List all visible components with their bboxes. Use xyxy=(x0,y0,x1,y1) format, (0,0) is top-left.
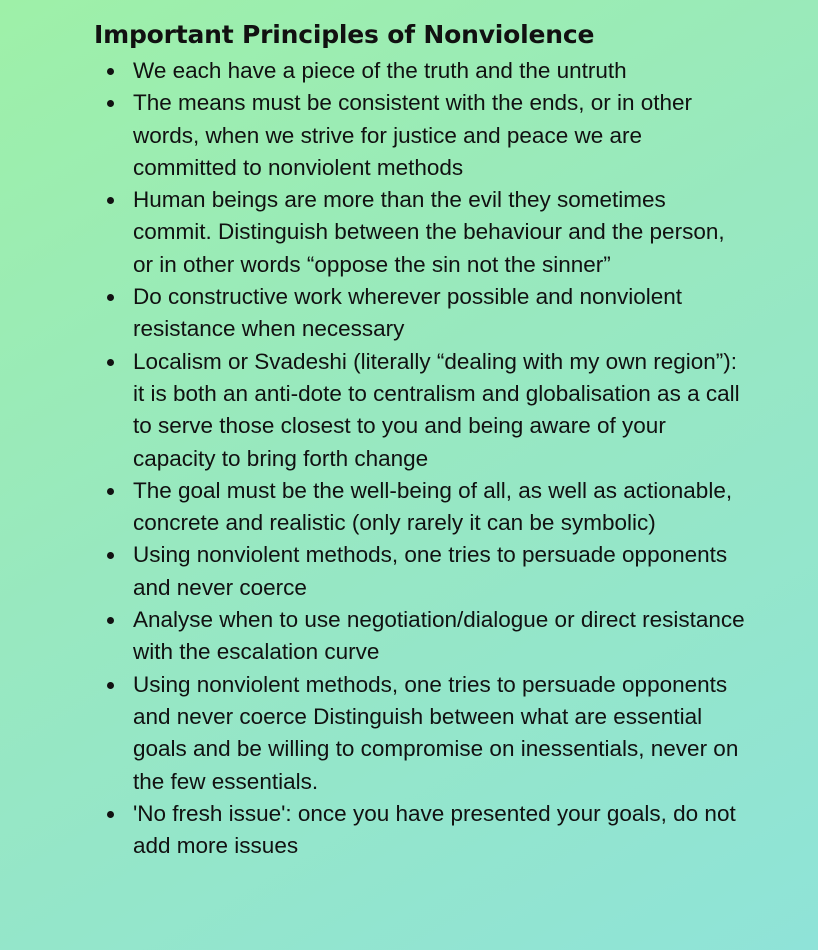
list-item-text: Using nonviolent methods, one tries to persuade opponents and never coerce Distinguish between what are essential goals and be willing to compromise on inessentials, never on the few essentials. xyxy=(133,671,739,794)
list-item-text: The means must be consistent with the ends, or in other words, when we strive for justice and peace we are committed to nonviolent methods xyxy=(133,90,693,180)
bullet-icon xyxy=(107,682,114,689)
page-title: Important Principles of Nonviolence xyxy=(94,20,595,49)
principles-list xyxy=(133,55,745,862)
list-item-text: 'No fresh issue': once you have presented your goals, do not add more issues xyxy=(133,800,736,859)
list-item-text: Using nonviolent methods, one tries to persuade opponents and never coerce xyxy=(133,542,728,600)
list-item-text: Localism or Svadeshi (literally “dealing with my own region”): it is both an anti-dote to centralism and globalisation as a call to serve those closest to you and being aware of your capacity to bring forth change xyxy=(133,348,740,471)
list-item xyxy=(133,604,745,669)
bullet-icon xyxy=(107,811,114,818)
list-item xyxy=(133,281,745,346)
list-item xyxy=(133,87,745,184)
list-item xyxy=(133,475,745,540)
list-item xyxy=(133,55,745,87)
bullet-icon xyxy=(107,68,114,75)
bullet-icon xyxy=(107,197,114,204)
list-item-text: We each have a piece of the truth and the untruth xyxy=(133,58,627,83)
list-item xyxy=(133,539,745,604)
list-item-text: Human beings are more than the evil they sometimes commit. Distinguish between the behaviour and the person, or in other words “oppose the sin not the sinner” xyxy=(133,187,725,277)
bullet-icon xyxy=(107,488,114,495)
bullet-icon xyxy=(107,294,114,301)
list-item xyxy=(133,184,745,281)
list-item-text: Do constructive work wherever possible and nonviolent resistance when necessary xyxy=(133,284,683,342)
bullet-icon xyxy=(107,359,114,366)
bullet-icon xyxy=(107,617,114,624)
bullet-icon xyxy=(107,100,114,107)
list-item-text: Analyse when to use negotiation/dialogue or direct resistance with the escalation curve xyxy=(133,607,745,665)
list-item xyxy=(133,798,745,863)
bullet-icon xyxy=(107,552,114,559)
list-item xyxy=(133,346,745,475)
list-item-text: The goal must be the well-being of all, as well as actionable, concrete and realistic (only rarely it can be symbolic) xyxy=(133,477,733,536)
list-item xyxy=(133,669,745,798)
